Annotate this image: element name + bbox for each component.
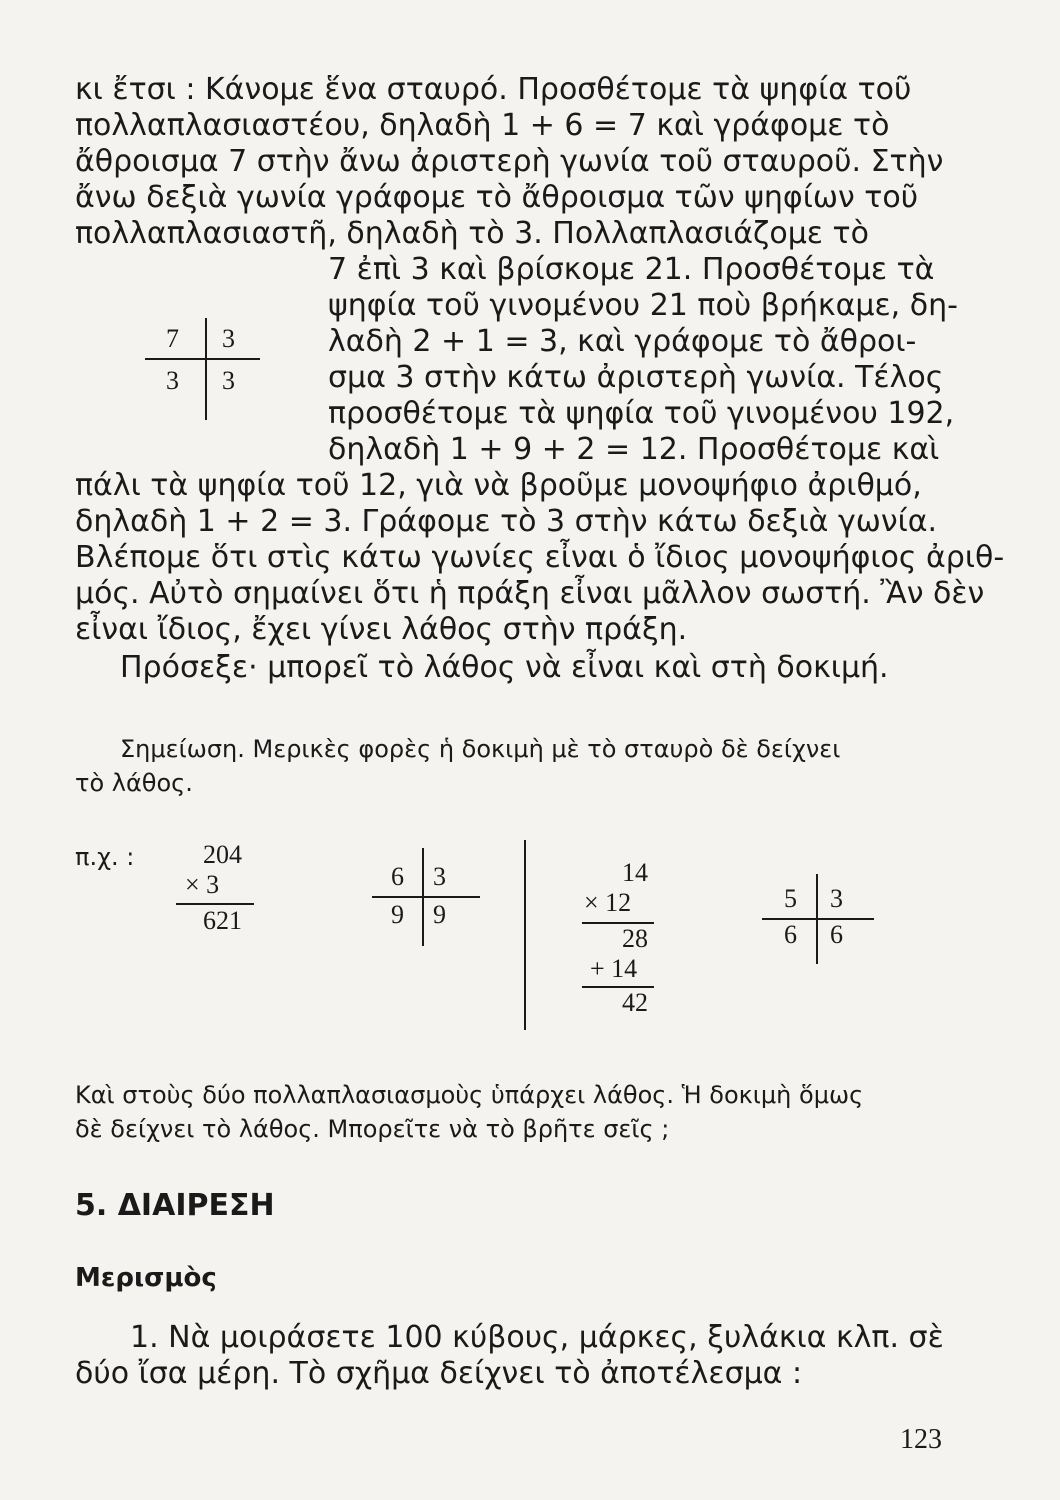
cross-2-bottom-left: 9 xyxy=(391,900,404,929)
example-label: π.χ. : xyxy=(75,843,135,871)
example-separator xyxy=(524,840,526,1030)
cross-1-top-right: 3 xyxy=(222,324,235,353)
cross-2-bottom-right: 9 xyxy=(433,900,446,929)
note-line-2: τὸ λάθος. xyxy=(75,769,193,797)
text-line-1: κι ἔτσι : Κάνομε ἕνα σταυρό. Προσθέτομε τὰ ψηφία τοῦ xyxy=(75,72,912,107)
cross-1-bottom-left: 3 xyxy=(166,366,179,395)
text-line-17: Πρόσεξε· μπορεῖ τὸ λάθος νὰ εἶναι καὶ στὴ δοκιμή. xyxy=(120,650,889,685)
after-line-1: Καὶ στοὺς δύο πολλαπλασιασμοὺς ὑπάρχει λάθος. Ἡ δοκιμὴ ὅμως xyxy=(75,1081,864,1109)
mult-1-line xyxy=(176,903,254,905)
text-line-13: δηλαδὴ 1 + 2 = 3. Γράφομε τὸ 3 στὴν κάτω δεξιὰ γωνία. xyxy=(75,504,938,539)
cross-2-vertical xyxy=(422,848,424,946)
text-line-11: δηλαδὴ 1 + 9 + 2 = 12. Προσθέτομε καὶ xyxy=(328,432,940,467)
text-line-10: προσθέτομε τὰ ψηφία τοῦ γινομένου 192, xyxy=(328,396,955,431)
text-line-15: μός. Αὐτὸ σημαίνει ὅτι ἡ πράξη εἶναι μᾶλλον σωστή. Ἂν δὲν xyxy=(75,576,985,611)
mult-2-partial-2: + 14 xyxy=(590,954,638,983)
cross-1-bottom-right: 3 xyxy=(222,366,235,395)
exercise-line-2: δύο ἴσα μέρη. Τὸ σχῆμα δείχνει τὸ ἀποτέλεσμα : xyxy=(75,1356,803,1391)
cross-2-horizontal xyxy=(372,896,480,898)
text-line-16: εἶναι ἴδιος, ἔχει γίνει λάθος στὴν πράξη. xyxy=(75,612,688,647)
after-line-2: δὲ δείχνει τὸ λάθος. Μπορεῖτε νὰ τὸ βρῆτε σεῖς ; xyxy=(75,1115,670,1143)
text-line-9: σμα 3 στὴν κάτω ἀριστερὴ γωνία. Τέλος xyxy=(328,360,944,395)
text-line-14: Βλέπομε ὅτι στὶς κάτω γωνίες εἶναι ὁ ἴδιος μονοψήφιος ἀριθ- xyxy=(75,540,1005,575)
mult-2-multiplier: × 12 xyxy=(584,888,632,917)
mult-2-multiplicand: 14 xyxy=(622,858,648,887)
cross-2-top-left: 6 xyxy=(391,862,404,891)
cross-3-top-left: 5 xyxy=(784,884,797,913)
text-line-6: 7 ἐπὶ 3 καὶ βρίσκομε 21. Προσθέτομε τὰ xyxy=(328,252,935,287)
cross-3-bottom-left: 6 xyxy=(784,920,797,949)
text-line-3: ἄθροισμα 7 στὴν ἄνω ἀριστερὴ γωνία τοῦ σταυροῦ. Στὴν xyxy=(75,144,944,179)
cross-3-top-right: 3 xyxy=(830,884,843,913)
cross-3-horizontal xyxy=(762,918,874,920)
cross-2-top-right: 3 xyxy=(433,862,446,891)
cross-3-bottom-right: 6 xyxy=(830,920,843,949)
cross-1-vertical xyxy=(205,318,207,420)
text-line-5: πολλαπλασιαστῆ, δηλαδὴ τὸ 3. Πολλαπλασιάζομε τὸ xyxy=(75,216,869,251)
note-line-1: Σημείωση. Μερικὲς φορὲς ἡ δοκιμὴ μὲ τὸ σταυρὸ δὲ δείχνει xyxy=(120,735,841,763)
mult-2-partial-1: 28 xyxy=(622,924,648,953)
section-heading: 5. ΔΙΑΙΡΕΣΗ xyxy=(75,1188,275,1223)
mult-2-product: 42 xyxy=(622,988,648,1017)
mult-1-product: 621 xyxy=(203,906,242,935)
mult-1-multiplier: × 3 xyxy=(185,870,220,899)
cross-1-horizontal xyxy=(145,358,260,360)
text-line-4: ἄνω δεξιὰ γωνία γράφομε τὸ ἄθροισμα τῶν ψηφίων τοῦ xyxy=(75,180,919,215)
exercise-line-1: 1. Νὰ μοιράσετε 100 κύβους, μάρκες, ξυλάκια κλπ. σὲ xyxy=(130,1320,944,1355)
cross-3-vertical xyxy=(816,874,818,964)
mult-1-multiplicand: 204 xyxy=(203,840,242,869)
cross-1-top-left: 7 xyxy=(166,324,179,353)
text-line-12: πάλι τὰ ψηφία τοῦ 12, γιὰ νὰ βροῦμε μονοψήφιο ἀριθμό, xyxy=(75,468,922,503)
text-line-2: πολλαπλασιαστέου, δηλαδὴ 1 + 6 = 7 καὶ γράφομε τὸ xyxy=(75,108,890,143)
text-line-7: ψηφία τοῦ γινομένου 21 ποὺ βρήκαμε, δη- xyxy=(328,288,958,323)
page-number: 123 xyxy=(900,1424,942,1455)
text-line-8: λαδὴ 2 + 1 = 3, καὶ γράφομε τὸ ἄθροι- xyxy=(328,324,917,359)
subsection-heading: Μερισμὸς xyxy=(75,1263,217,1293)
